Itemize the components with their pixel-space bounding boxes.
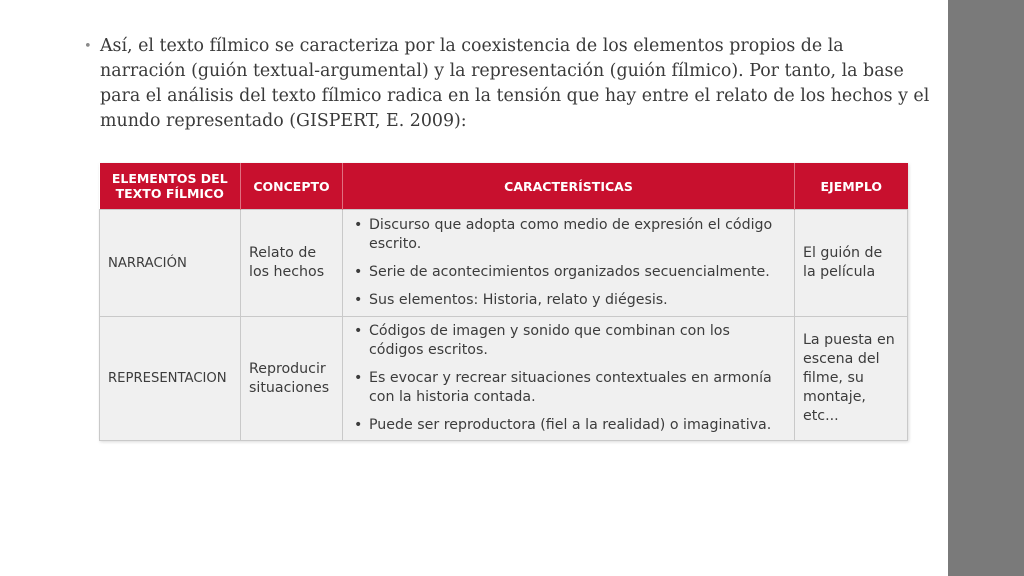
header-elementos: ELEMENTOS DEL TEXTO FÍLMICO bbox=[100, 163, 241, 210]
list-item: • Puede ser reproductora (fiel a la realidad) o imaginativa. bbox=[349, 416, 788, 435]
list-item: • Códigos de imagen y sonido que combinan con los códigos escritos. bbox=[349, 322, 788, 360]
caracteristicas-list bbox=[349, 322, 788, 435]
right-sidebar-band bbox=[948, 0, 1024, 576]
cell-concepto: Reproducir situaciones bbox=[241, 317, 343, 441]
list-item: • Serie de acontecimientos organizados secuencialmente. bbox=[349, 263, 788, 282]
intro-bullet bbox=[84, 34, 934, 134]
list-item: • Discurso que adopta como medio de expresión el código escrito. bbox=[349, 216, 788, 254]
cell-ejemplo: El guión de la película bbox=[795, 210, 908, 317]
list-item: • Sus elementos: Historia, relato y diégesis. bbox=[349, 291, 788, 310]
header-ejemplo: EJEMPLO bbox=[795, 163, 908, 210]
caracteristicas-list bbox=[349, 216, 788, 310]
cell-elemento: NARRACIÓN bbox=[100, 210, 241, 317]
cell-concepto: Relato de los hechos bbox=[241, 210, 343, 317]
cell-ejemplo: La puesta en escena del filme, su montaje, etc... bbox=[795, 317, 908, 441]
table-row bbox=[100, 317, 908, 441]
table-header-row bbox=[100, 163, 908, 210]
intro-paragraph: Así, el texto fílmico se caracteriza por la coexistencia de los elementos propios de la narración (guión textual-argumental) y la representación (guión fílmico). Por tanto, la base para el análisis del texto fílmico radica en la tensión que hay entre el relato de los hechos y el mundo representado (GISPERT, E. 2009): bbox=[100, 36, 930, 131]
header-caracteristicas: CARACTERÍSTICAS bbox=[343, 163, 795, 210]
film-elements-table bbox=[99, 163, 908, 441]
cell-caracteristicas bbox=[343, 210, 795, 317]
cell-elemento: REPRESENTACION bbox=[100, 317, 241, 441]
list-item: • Es evocar y recrear situaciones contextuales en armonía con la historia contada. bbox=[349, 369, 788, 407]
cell-caracteristicas bbox=[343, 317, 795, 441]
header-concepto: CONCEPTO bbox=[241, 163, 343, 210]
table-row bbox=[100, 210, 908, 317]
bullet-dot-icon: • bbox=[84, 39, 92, 54]
